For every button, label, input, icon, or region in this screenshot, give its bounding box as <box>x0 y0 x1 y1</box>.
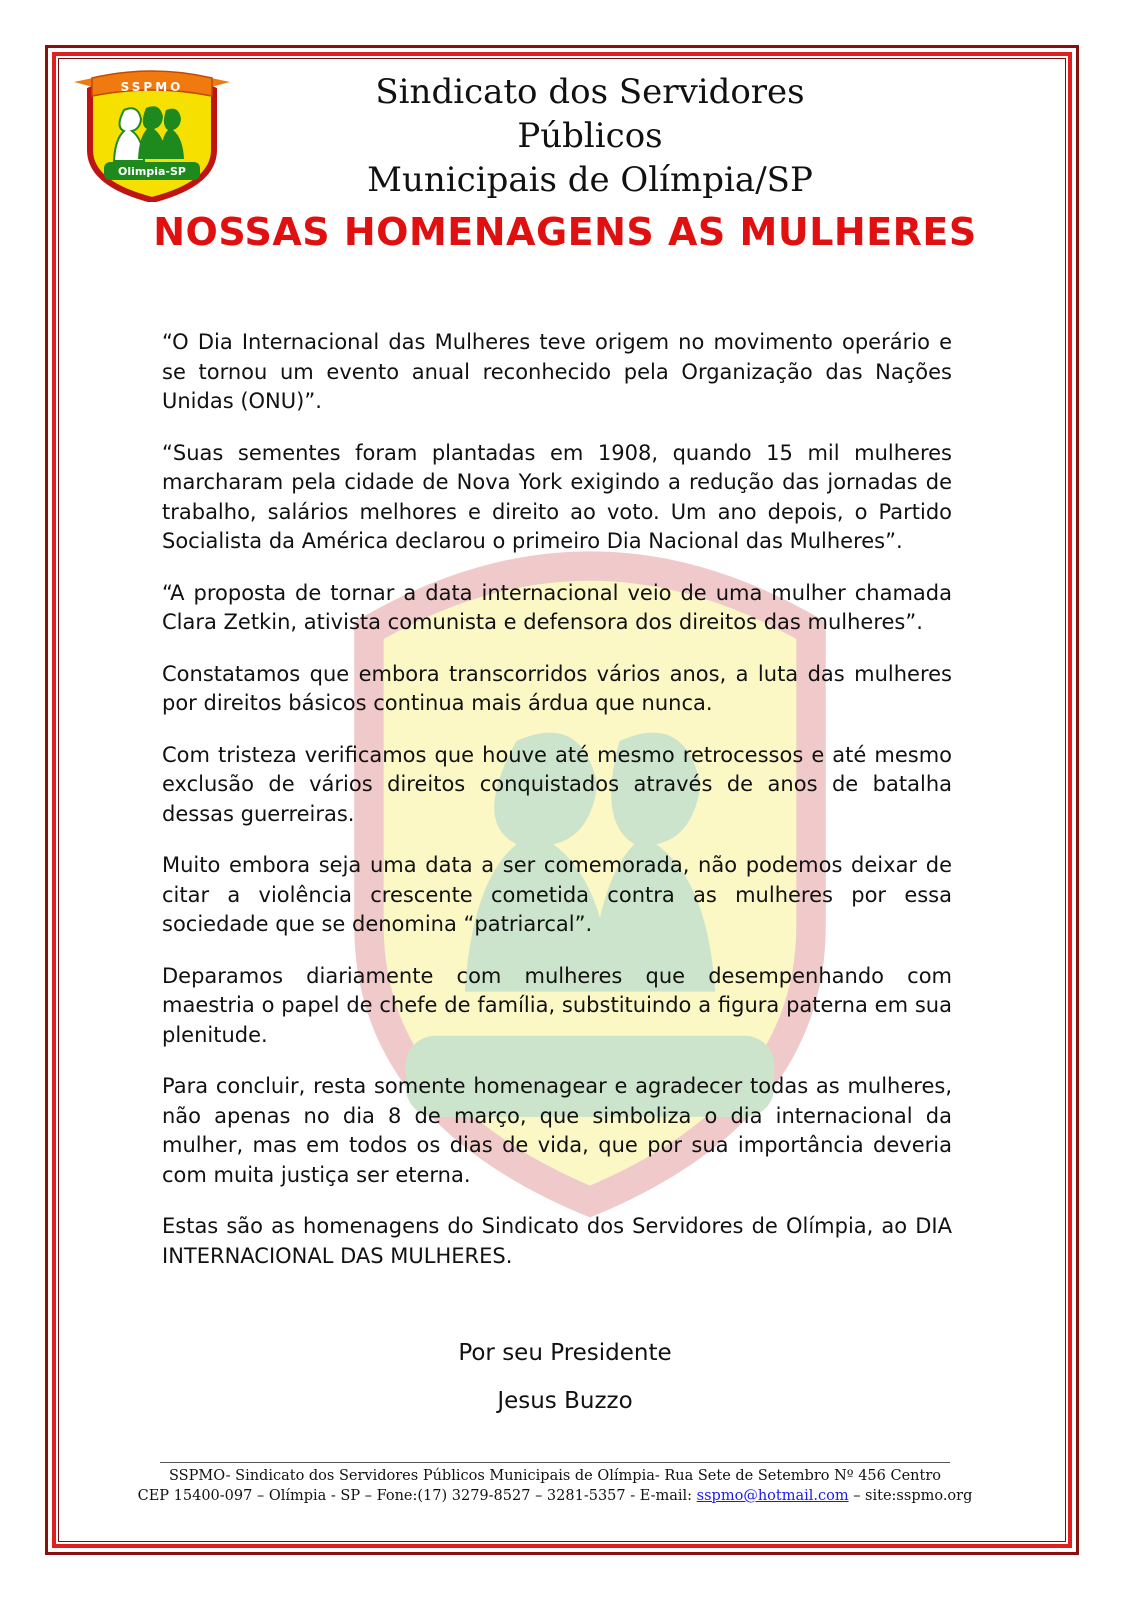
logo-top-text: SSPMO <box>120 80 184 94</box>
organization-name-line2: Municipais de Olímpia/SP <box>367 160 813 200</box>
paragraph-1: “O Dia Internacional das Mulheres teve origem no movimento operário e se tornou um evento anual reconhecido pela Organização das Nações Unidas (ONU)”. <box>162 330 952 413</box>
paragraph-4: Constatamos que embora transcorridos vários anos, a luta das mulheres por direitos básicos continua mais árdua que nunca. <box>162 661 952 715</box>
paragraph-7: Deparamos diariamente com mulheres que desempenhando com maestria o papel de chefe de família, substituindo a figura paterna em sua plenitude. <box>162 963 952 1047</box>
paragraph-2: “Suas sementes foram plantadas em 1908, quando 15 mil mulheres marcharam pela cidade de Nova York exigindo a redução das jornadas de trabalho, salários melhores e direito ao voto. Um ano depois, o Partido Socialista da América declarou o primeiro Dia Nacional das Mulheres”. <box>162 440 952 553</box>
paragraph-6: Muito embora seja uma data a ser comemorada, não podemos deixar de citar a violência crescente cometida contra as mulheres por essa sociedade que se denomina “patriarcal”. <box>162 853 952 936</box>
organization-name <box>300 70 880 202</box>
paragraph-8: Para concluir, resta somente homenagear e agradecer todas as mulheres, não apenas no dia 8 de março, que simboliza o dia internacional da mulher, mas em todos os dias de vida, que por sua importância deveria com muita justiça ser eterna. <box>162 1074 952 1187</box>
sspmo-logo-icon <box>72 62 232 202</box>
paragraph-9: Estas são as homenagens do Sindicato dos Servidores de Olímpia, ao DIA INTERNACIONAL DAS MULHERES. <box>162 1214 952 1268</box>
footer-address: SSPMO- Sindicato dos Servidores Públicos Municipais de Olímpia- Rua Sete de Setembro Nº 456 Centro <box>169 1468 941 1484</box>
organization-name-line1: Sindicato dos Servidores Públicos <box>375 72 805 156</box>
paragraph-5: Com tristeza verificamos que houve até mesmo retrocessos e até mesmo exclusão de vários direitos conquistados através de anos de batalha dessas guerreiras. <box>162 742 952 826</box>
footer-contact-prefix: CEP 15400-097 – Olímpia - SP – Fone:(17) 3279-8527 – 3281-5357 - E-mail: <box>137 1488 697 1504</box>
signature-block <box>60 1340 1070 1436</box>
page-title: NOSSAS HOMENAGENS AS MULHERES <box>153 210 977 254</box>
logo-bottom-text: Olimpia-SP <box>118 165 186 178</box>
footer-divider <box>160 1462 950 1463</box>
footer <box>100 1466 1010 1506</box>
paragraph-3: “A proposta de tornar a data internacional veio de uma mulher chamada Clara Zetkin, ativista comunista e defensora dos direitos das mulheres”. <box>162 580 952 634</box>
footer-contact <box>100 1486 1010 1506</box>
footer-contact-suffix: – site:sspmo.org <box>848 1488 973 1504</box>
signature-title: Por seu Presidente <box>458 1340 672 1366</box>
letter-body <box>162 328 952 1293</box>
email-link[interactable]: sspmo@hotmail.com <box>696 1488 849 1504</box>
signature-name: Jesus Buzzo <box>497 1388 633 1414</box>
